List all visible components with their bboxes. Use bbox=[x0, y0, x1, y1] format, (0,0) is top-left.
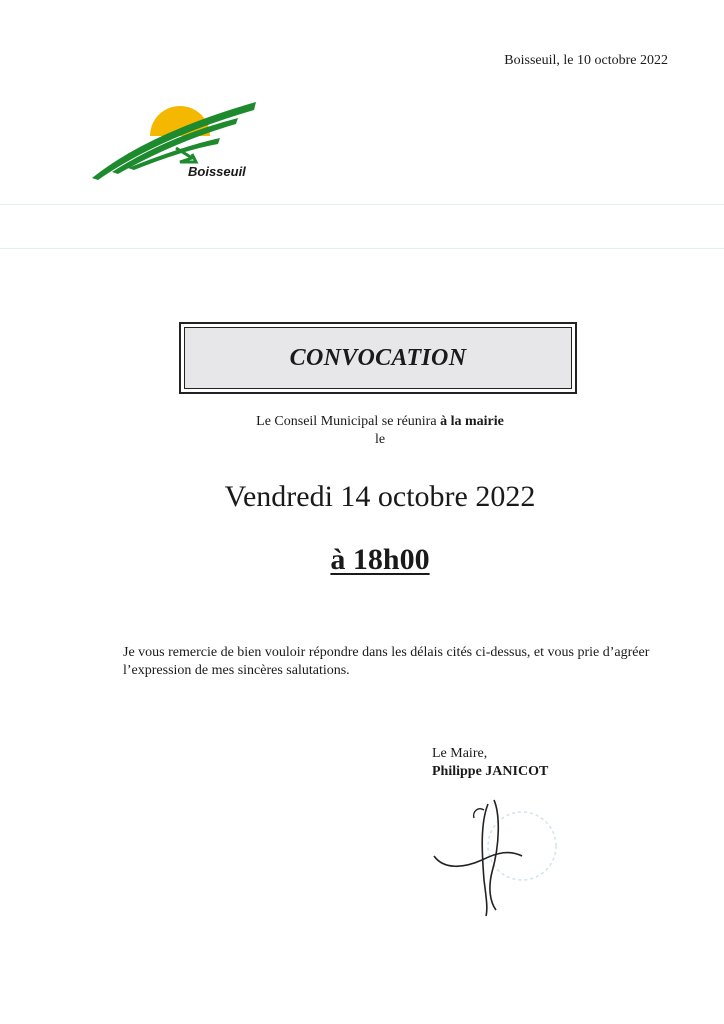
divider bbox=[0, 204, 724, 205]
title-box bbox=[179, 322, 577, 394]
logo-text: Boisseuil bbox=[188, 164, 246, 179]
intro-location: à la mairie bbox=[440, 414, 504, 429]
signature bbox=[430, 784, 570, 924]
signature-stroke-icon bbox=[474, 809, 484, 818]
closing-name: Philippe JANICOT bbox=[432, 764, 549, 779]
closing-block bbox=[432, 745, 548, 781]
document-date: Boisseuil, le 10 octobre 2022 bbox=[504, 53, 668, 68]
page-title: CONVOCATION bbox=[289, 344, 467, 371]
signature-stroke-icon bbox=[434, 853, 522, 867]
meeting-date: Vendredi 14 octobre 2022 bbox=[224, 480, 536, 513]
intro-line-1 bbox=[0, 413, 724, 431]
closing-role: Le Maire, bbox=[432, 746, 488, 761]
boisseuil-logo bbox=[88, 88, 260, 188]
meeting-time-text: à 18h00 bbox=[330, 543, 430, 576]
signature-graphic bbox=[430, 784, 570, 924]
title-box-inner bbox=[184, 327, 572, 389]
meeting-time bbox=[0, 543, 724, 577]
intro-prefix: Le Conseil Municipal se réunira bbox=[256, 414, 441, 429]
intro-text bbox=[0, 413, 724, 449]
intro-line-2: le bbox=[374, 432, 386, 447]
body-paragraph: Je vous remercie de bien vouloir répondre dans les délais cités ci-dessus, et vous prie d’agréer l’expression de mes sincères salutations. bbox=[123, 645, 650, 678]
divider bbox=[0, 248, 724, 249]
